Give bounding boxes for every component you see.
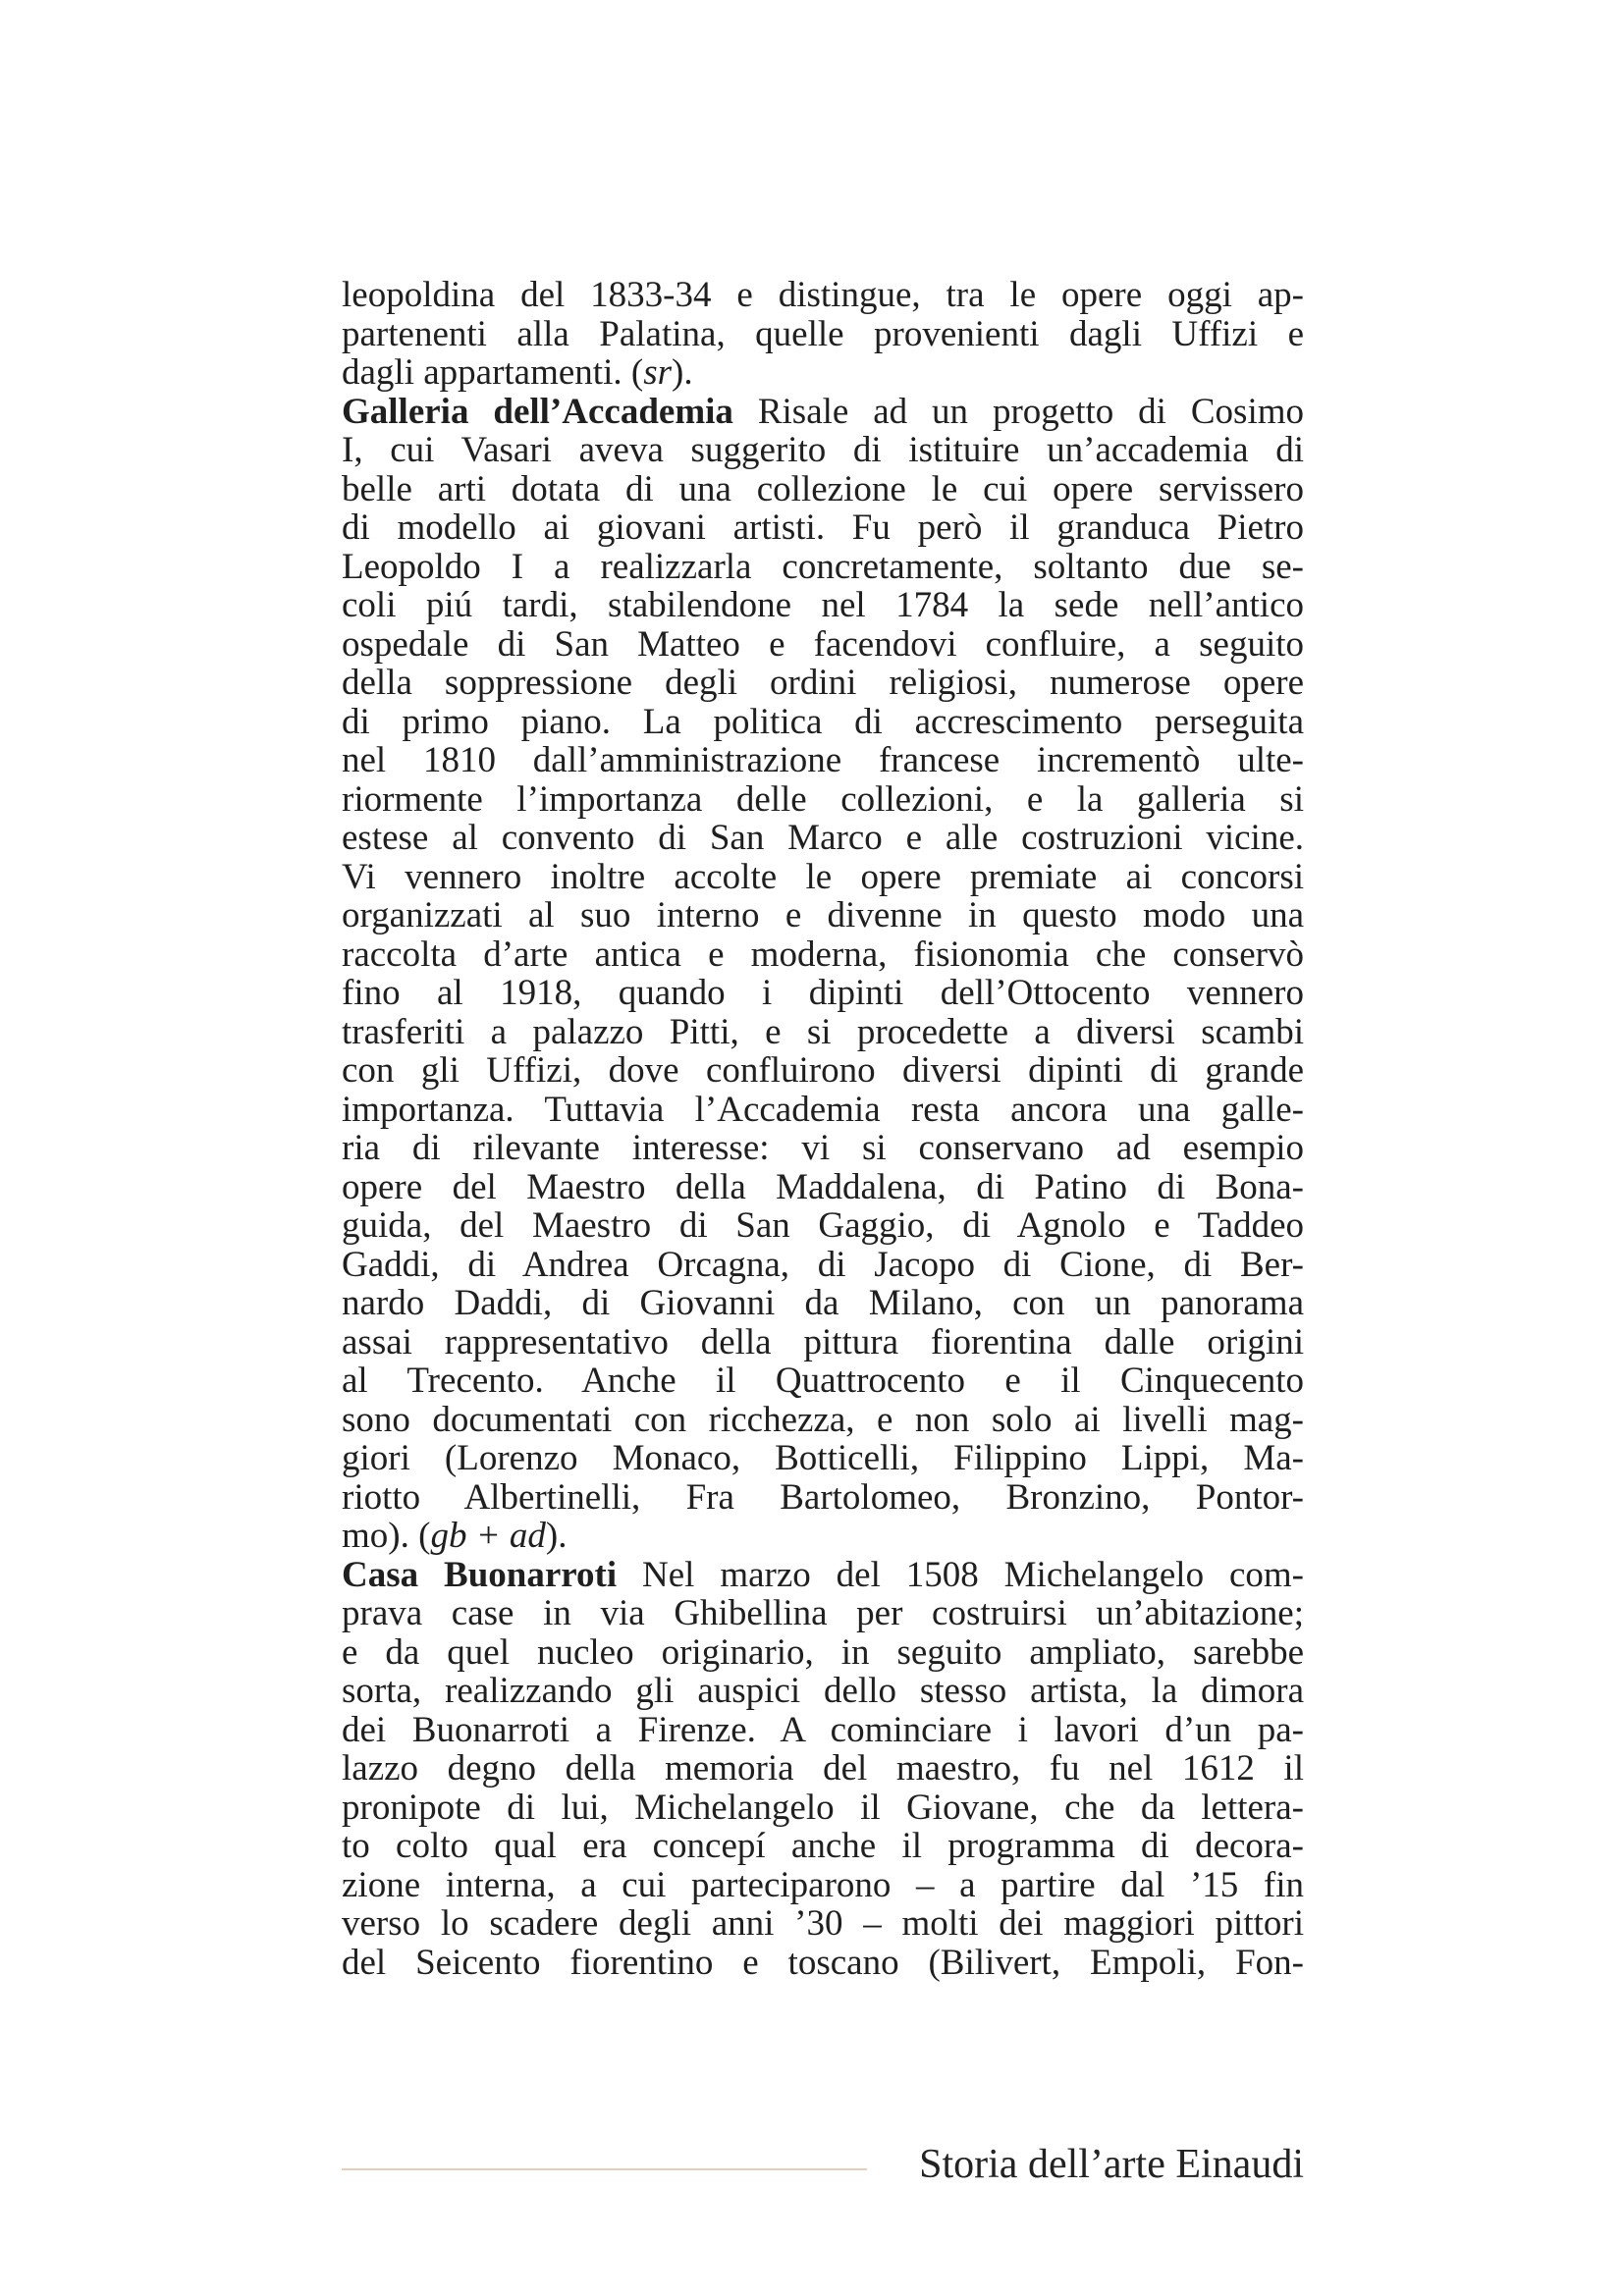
text-fragment: Risale ad un progetto di Cosimo (732, 391, 1304, 432)
page-body (342, 276, 1304, 1982)
entry-body (342, 1594, 1304, 1982)
text-line: guida, del Maestro di San Gaggio, di Agnolo e Taddeo (342, 1205, 1304, 1246)
text-line: al Trecento. Anche il Quattrocento e il Cinquecento (342, 1361, 1304, 1401)
text-line: riotto Albertinelli, Fra Bartolomeo, Bronzino, Pontor- (342, 1476, 1304, 1518)
text-line: verso lo scadere degli anni ’30 – molti dei maggiori pittori (342, 1903, 1304, 1944)
text-fragment: dagli appartamenti. ( (342, 352, 644, 393)
text-line: sono documentati con ricchezza, e non solo ai livelli mag- (342, 1399, 1304, 1440)
text-line: nardo Daddi, di Giovanni da Milano, con un panorama (342, 1283, 1304, 1323)
text-line: partenenti alla Palatina, quelle provenienti dagli Uffizi e (342, 313, 1304, 354)
text-line: leopoldina del 1833-34 e distingue, tra le opere oggi ap- (342, 275, 1304, 315)
entry-body (342, 431, 1304, 1517)
text-line (342, 353, 1304, 393)
text-line: Vi vennero inoltre accolte le opere premiate ai concorsi (342, 856, 1304, 897)
text-line: I, cui Vasari aveva suggerito di istituire un’accademia di (342, 430, 1304, 470)
author-initials: sr (643, 352, 672, 393)
footer-divider (342, 2168, 867, 2170)
text-line: Gaddi, di Andrea Orcagna, di Jacopo di Cione, di Ber- (342, 1244, 1304, 1285)
text-line: nel 1810 dall’amministrazione francese incrementò ulte- (342, 740, 1304, 780)
text-line: sorta, realizzando gli auspici dello stesso artista, la dimora (342, 1671, 1304, 1711)
text-line: prava case in via Ghibellina per costruirsi un’abitazione; (342, 1593, 1304, 1633)
text-line: di modello ai giovani artisti. Fu però il granduca Pietro (342, 507, 1304, 548)
text-line: lazzo degno della memoria del maestro, fu nel 1612 il (342, 1748, 1304, 1789)
text-line: della soppressione degli ordini religiosi, numerose opere (342, 663, 1304, 703)
text-line: ria di rilevante interesse: vi si conservano ad esempio (342, 1128, 1304, 1168)
text-line: ospedale di San Matteo e facendovi confluire, a seguito (342, 623, 1304, 665)
text-line: assai rappresentativo della pittura fiorentina dalle origini (342, 1321, 1304, 1362)
text-line: importanza. Tuttavia l’Accademia resta ancora una galle- (342, 1089, 1304, 1130)
text-line: riormente l’importanza delle collezioni, e la galleria si (342, 778, 1304, 820)
text-line: organizzati al suo interno e divenne in questo modo una (342, 895, 1304, 935)
text-line: coli piú tardi, stabilendone nel 1784 la sede nell’antico (342, 585, 1304, 625)
text-line: giori (Lorenzo Monaco, Botticelli, Filippino Lippi, Ma- (342, 1438, 1304, 1478)
text-line (342, 1517, 1304, 1556)
text-fragment: Nel marzo del 1508 Michelangelo com- (617, 1554, 1304, 1595)
text-line: opere del Maestro della Maddalena, di Patino di Bona- (342, 1166, 1304, 1207)
text-line: del Seicento fiorentino e toscano (Bilivert, Empoli, Fon- (342, 1942, 1304, 1983)
entry-first-line (342, 1556, 1304, 1595)
text-line: dei Buonarroti a Firenze. A cominciare i lavori d’un pa- (342, 1709, 1304, 1750)
text-line: fino al 1918, quando i dipinti dell’Ottocento vennero (342, 973, 1304, 1013)
page-footer (342, 2140, 1304, 2189)
text-line: estese al convento di San Marco e alle costruzioni vicine. (342, 818, 1304, 858)
text-line: belle arti dotata di una collezione le cui opere servissero (342, 468, 1304, 509)
text-fragment: ). (545, 1516, 568, 1556)
entry-first-line (342, 393, 1304, 432)
text-line: zione interna, a cui parteciparono – a partire dal ’15 fin (342, 1864, 1304, 1905)
text-line: raccolta d’arte antica e moderna, fisionomia che conservò (342, 934, 1304, 975)
text-fragment: mo). ( (342, 1516, 431, 1556)
text-line: trasferiti a palazzo Pitti, e si procedette a diversi scambi (342, 1011, 1304, 1052)
text-line: Leopoldo I a realizzarla concretamente, soltanto due se- (342, 546, 1304, 587)
text-line: di primo piano. La politica di accrescimento perseguita (342, 701, 1304, 742)
entry-title: Galleria dell’Accademia (342, 391, 733, 432)
text-line: to colto qual era concepí anche il programma di decora- (342, 1826, 1304, 1866)
text-line: pronipote di lui, Michelangelo il Giovane, che da lettera- (342, 1787, 1304, 1828)
text-fragment: ). (672, 352, 693, 393)
text-line: con gli Uffizi, dove confluirono diversi dipinti di grande (342, 1050, 1304, 1091)
author-initials: gb + ad (430, 1516, 546, 1556)
entry-title: Casa Buonarroti (342, 1554, 618, 1595)
footer-title: Storia dell’arte Einaudi (919, 2142, 1304, 2187)
text-line: e da quel nucleo originario, in seguito ampliato, sarebbe (342, 1631, 1304, 1673)
